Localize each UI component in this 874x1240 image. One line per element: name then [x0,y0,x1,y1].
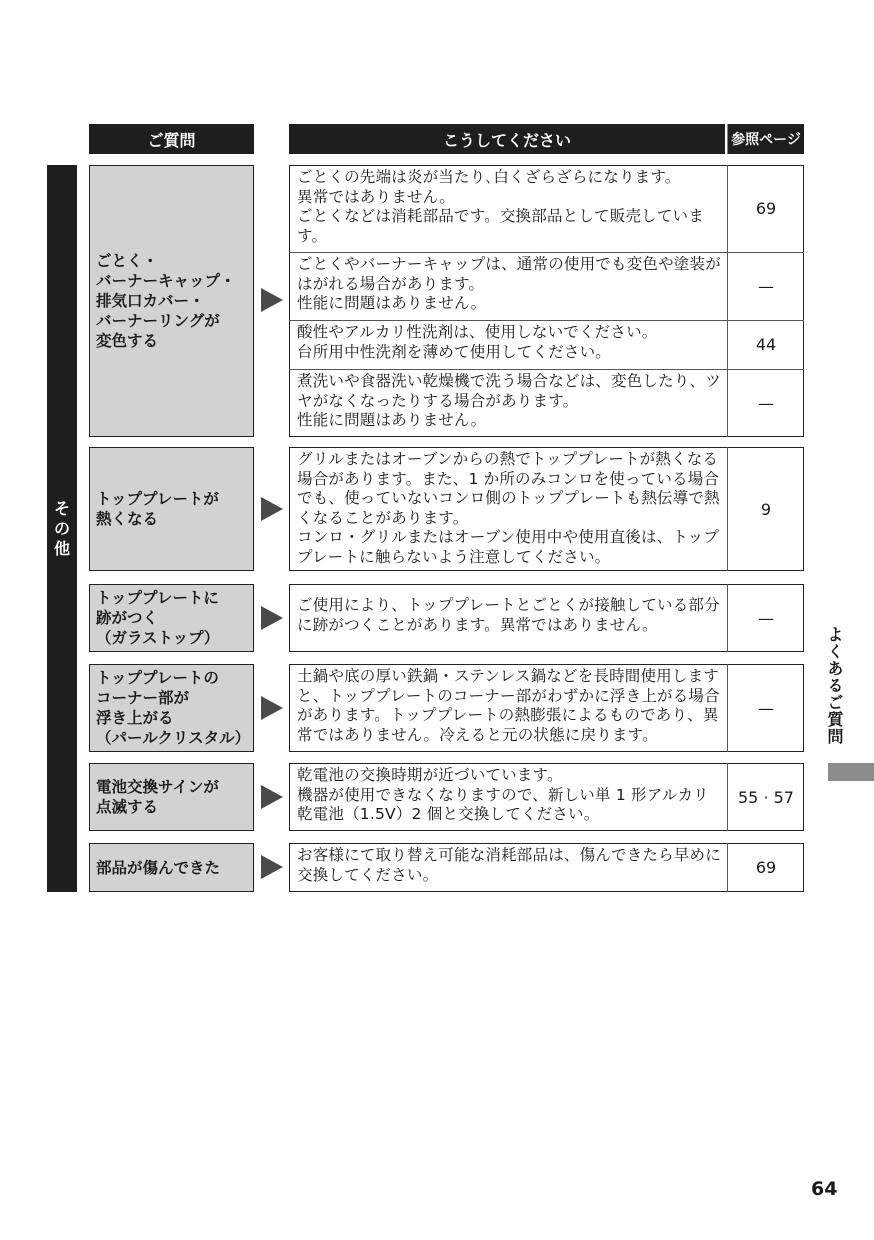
answer-text: 酸性やアルカリ性洗剤は、使用しないでください。 台所用中性洗剤を薄めて使用してください。 [297,323,658,361]
reference-page: — [727,369,804,437]
reference-page: — [727,664,804,752]
arrow-right-icon [261,855,283,879]
answer-text: ごとくの先端は炎が当たり､白くざらざらになります。 異常ではありません。 ごとくなどは消耗部品です。交換部品として販売しています。 [297,168,704,245]
arrow-right-icon [261,696,283,720]
category-char: の [53,518,70,538]
category-char: そ [53,498,70,518]
arrow-right-icon [261,497,283,521]
arrow-right-icon [261,288,283,312]
answer-text: グリルまたはオーブンからの熱でトッププレートが熱くなる場合があります。また、1 か所のみコンロを使っている場合でも、使っていないコンロ側のトッププレートも熱伝導で熱くなることがあります。 コンロ・グリルまたはオーブン使用中や使用直後は、トッププレートに触らないよう注意してください。 [297,450,720,566]
question-box: 部品が傷んできた [89,843,254,892]
column-header-answer: こうしてください [289,124,725,154]
arrow-right-icon [261,785,283,809]
column-header-reference: 参照ページ [727,124,804,154]
category-char: 他 [53,538,70,558]
answer-text: 煮洗いや食器洗い乾燥機で洗う場合などは、変色したり、ツヤがなくなったりする場合があります。 性能に問題はありません。 [297,372,721,429]
page-number: 64 [811,1178,838,1200]
answer-text: ご使用により、トッププレートとごとくが接触している部分に跡がつくことがあります。異常ではありません。 [297,596,720,634]
question-box: トッププレートが 熱くなる [89,447,254,571]
question-box: トッププレートの コーナー部が 浮き上がる （パールクリスタル） [89,664,254,752]
question-box: ごとく・ バーナーキャップ・ 排気口カバー・ バーナーリングが 変色する [89,165,254,437]
reference-page: 44 [727,320,804,369]
answer-text: お客様にて取り替え可能な消耗部品は、傷んできたら早めに交換してください。 [297,846,721,884]
category-bar [47,165,77,892]
column-header-question: ご質問 [89,124,254,154]
answer-text: ごとくやバーナーキャップは、通常の使用でも変色や塗装がはがれる場合があります。 性能に問題はありません。 [297,255,721,312]
reference-page: 69 [727,165,804,252]
section-side-label: よくあるご質問 [825,626,844,745]
reference-page: 69 [727,843,804,892]
reference-page: 9 [727,447,804,571]
reference-page: 55 · 57 [727,763,804,831]
answer-text: 土鍋や底の厚い鉄鍋・ステンレス鍋などを長時間使用しますと、トッププレートのコーナー部がわずかに浮き上がる場合があります。トッププレートの熱膨張によるものであり、異常ではありません。冷えると元の状態に戻ります。 [297,667,720,744]
question-box: 電池交換サインが 点滅する [89,763,254,831]
answer-text: 乾電池の交換時期が近づいています。 機器が使用できなくなりますので、新しい単 1 形アルカリ乾電池（1.5V）2 個と交換してください。 [297,766,709,823]
reference-page: — [727,584,804,652]
arrow-right-icon [261,606,283,630]
reference-page: — [727,252,804,320]
question-box: トッププレートに 跡がつく （ガラストップ） [89,584,254,652]
section-tab-marker [828,763,874,781]
